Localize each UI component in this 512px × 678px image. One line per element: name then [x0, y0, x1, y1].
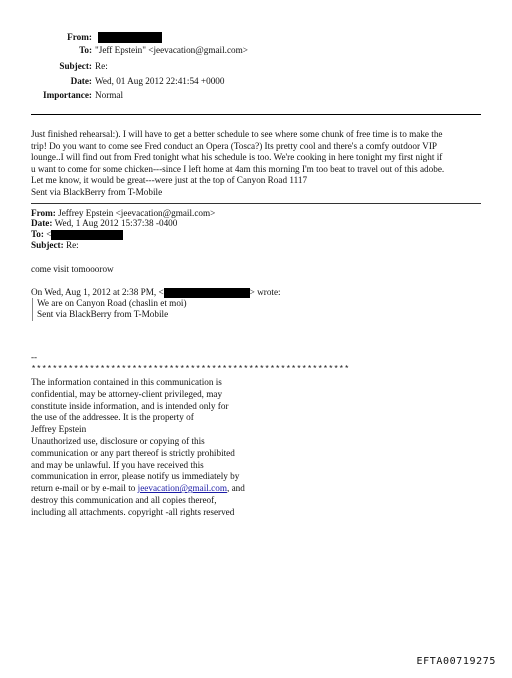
email-link[interactable]: jeevacation@gmail.com	[137, 483, 227, 494]
date-value: Wed, 01 Aug 2012 22:41:54 +0000	[95, 76, 225, 86]
message-line: Just finished rehearsal:). I will have to get a better schedule to see where some chunk of free time is to make the	[31, 129, 443, 139]
header-date-row	[0, 76, 300, 88]
disclaimer-line: destroy this communication and all copies thereof,	[31, 494, 217, 505]
disclaimer-line: Unauthorized use, disclosure or copying of this	[31, 435, 205, 446]
message-line: lounge..I will find out from Fred tonight what his schedule is too. We're cooking in here tonight my first night if	[31, 152, 443, 163]
document-id: EFTA00719275	[416, 656, 496, 667]
importance-value: Normal	[95, 90, 124, 100]
disclaimer-line: Jeffrey Epstein	[31, 424, 87, 435]
disclaimer-line: and may be unlawful. If you have received this	[31, 459, 204, 470]
quoted-subject-label: Subject:	[31, 240, 64, 250]
reply-intro	[31, 287, 281, 298]
asterisk-divider: ************************************************************	[31, 364, 350, 374]
quoted-body: come visit tomooorow	[31, 264, 114, 274]
message-line: u want to come for some chicken---since I left home at 4am this morning I'm too beat to travel out of this adobe.	[31, 163, 445, 174]
header-from-row	[0, 32, 300, 44]
subject-label: Subject:	[59, 61, 92, 71]
from-label: From:	[67, 32, 92, 42]
quoted-to-row	[31, 229, 123, 240]
disclaimer-line: constitute inside information, and is intended only for	[31, 400, 229, 411]
importance-label: Importance:	[43, 90, 92, 100]
blockquote	[32, 298, 337, 321]
quoted-to-label: To:	[31, 229, 44, 239]
message-line: Sent via BlackBerry from T-Mobile	[31, 186, 163, 197]
disclaimer-text: , and	[226, 483, 245, 494]
redaction-block	[164, 288, 250, 298]
quoted-date-row	[31, 218, 177, 229]
quoted-date-value: Wed, 1 Aug 2012 15:37:38 -0400	[54, 218, 178, 228]
quoted-subject-value: Re:	[65, 240, 79, 250]
message-line: trip! Do you want to come see Fred conduct an Opera (Tosca?) Its pretty cool and there's a comfy outdoor VIP	[31, 140, 437, 151]
disclaimer	[31, 377, 281, 519]
to-label: To:	[79, 45, 92, 55]
quoted-from-label: From:	[31, 208, 56, 218]
header-subject-row	[0, 61, 300, 73]
disclaimer-line: The information contained in this communication is	[31, 377, 222, 387]
quoted-to-value: <	[46, 229, 52, 239]
disclaimer-line: including all attachments. copyright -all rights reserved	[31, 506, 235, 517]
subject-value: Re:	[95, 61, 108, 71]
to-value: "Jeff Epstein" <jeevacation@gmail.com>	[95, 45, 248, 55]
redaction-block	[51, 230, 123, 240]
blockquote-line: We are on Canyon Road (chaslin et moi)	[37, 298, 187, 308]
message-line: Let me know, it would be great---were just at the top of Canyon Road 1117	[31, 175, 308, 186]
disclaimer-line: communication in error, please notify us immediately by	[31, 471, 240, 482]
quoted-subject-row	[31, 240, 79, 251]
quoted-from-row	[31, 208, 215, 219]
redaction-block	[98, 32, 162, 43]
quote-separator	[31, 203, 481, 204]
signature-dashes: --	[31, 352, 38, 362]
date-label: Date:	[70, 76, 92, 86]
header-rule	[31, 114, 481, 115]
disclaimer-line	[31, 483, 281, 495]
disclaimer-line: the use of the addressee. It is the property of	[31, 412, 194, 423]
reply-intro-before: On Wed, Aug 1, 2012 at 2:38 PM, <	[31, 287, 164, 297]
reply-intro-after: > wrote:	[249, 287, 281, 297]
quoted-date-label: Date:	[31, 218, 53, 228]
quoted-from-value: Jeffrey Epstein <jeevacation@gmail.com>	[58, 208, 216, 218]
header-to-row	[0, 45, 300, 57]
blockquote-line: Sent via BlackBerry from T-Mobile	[37, 309, 169, 320]
disclaimer-line: communication or any part thereof is strictly prohibited	[31, 447, 235, 458]
header-importance-row	[0, 90, 300, 102]
message-body	[31, 129, 483, 199]
disclaimer-text: return e-mail or by e-mail to	[31, 483, 136, 494]
disclaimer-line: confidential, may be attorney-client privileged, may	[31, 388, 223, 399]
